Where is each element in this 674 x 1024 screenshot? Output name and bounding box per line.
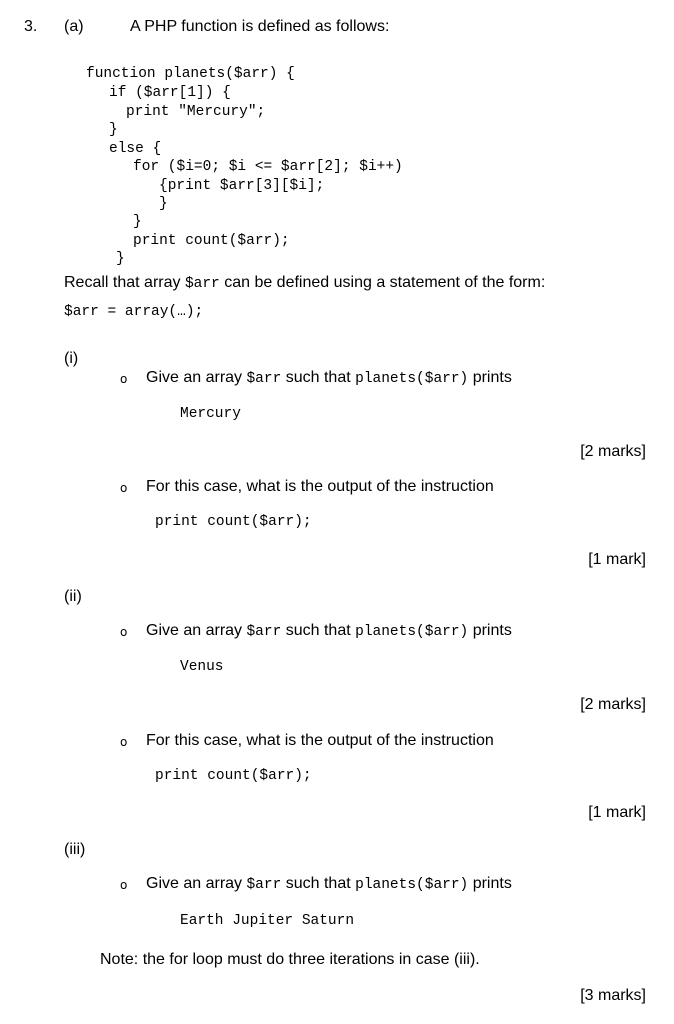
give-array-text: Give an array $arr such that planets($arr) prints bbox=[146, 875, 512, 893]
marks-label: [1 mark] bbox=[588, 804, 646, 821]
bullet-icon: o bbox=[120, 735, 128, 749]
bullet-icon: o bbox=[120, 625, 128, 639]
expected-output: Earth Jupiter Saturn bbox=[180, 913, 355, 929]
code-line: } bbox=[133, 214, 142, 230]
give-array-text: Give an array $arr such that planets($arr) prints bbox=[146, 369, 512, 387]
subpart-label-iii: (iii) bbox=[64, 841, 86, 858]
bullet-icon: o bbox=[120, 481, 128, 495]
array-statement: $arr = array(…); bbox=[64, 304, 204, 320]
code-line: if ($arr[1]) { bbox=[109, 85, 231, 101]
expected-output: Venus bbox=[180, 659, 224, 675]
print-count-code: print count($arr); bbox=[155, 514, 312, 530]
subpart-label-i: (i) bbox=[64, 350, 79, 367]
subpart-label-ii: (ii) bbox=[64, 588, 82, 605]
question-number: 3. bbox=[24, 18, 38, 35]
code-line: } bbox=[116, 251, 125, 267]
code-line: else { bbox=[109, 141, 162, 157]
question-intro: A PHP function is defined as follows: bbox=[130, 18, 390, 35]
marks-label: [2 marks] bbox=[580, 443, 646, 460]
expected-output: Mercury bbox=[180, 406, 241, 422]
recall-text: Recall that array $arr can be defined using a statement of the form: bbox=[64, 274, 546, 292]
marks-label: [3 marks] bbox=[580, 987, 646, 1004]
give-array-text: Give an array $arr such that planets($arr) prints bbox=[146, 622, 512, 640]
print-count-code: print count($arr); bbox=[155, 768, 312, 784]
code-line: print "Mercury"; bbox=[126, 104, 266, 120]
code-line: {print $arr[3][$i]; bbox=[159, 178, 325, 194]
code-line: print count($arr); bbox=[133, 233, 290, 249]
output-question: For this case, what is the output of the instruction bbox=[146, 478, 494, 495]
output-question: For this case, what is the output of the instruction bbox=[146, 732, 494, 749]
part-label: (a) bbox=[64, 18, 84, 35]
bullet-icon: o bbox=[120, 878, 128, 892]
marks-label: [1 mark] bbox=[588, 551, 646, 568]
marks-label: [2 marks] bbox=[580, 696, 646, 713]
code-line: function planets($arr) { bbox=[86, 66, 295, 82]
loop-note: Note: the for loop must do three iterations in case (iii). bbox=[100, 951, 480, 968]
code-line: } bbox=[109, 122, 118, 138]
code-line: } bbox=[159, 196, 168, 212]
code-line: for ($i=0; $i <= $arr[2]; $i++) bbox=[133, 159, 403, 175]
bullet-icon: o bbox=[120, 372, 128, 386]
